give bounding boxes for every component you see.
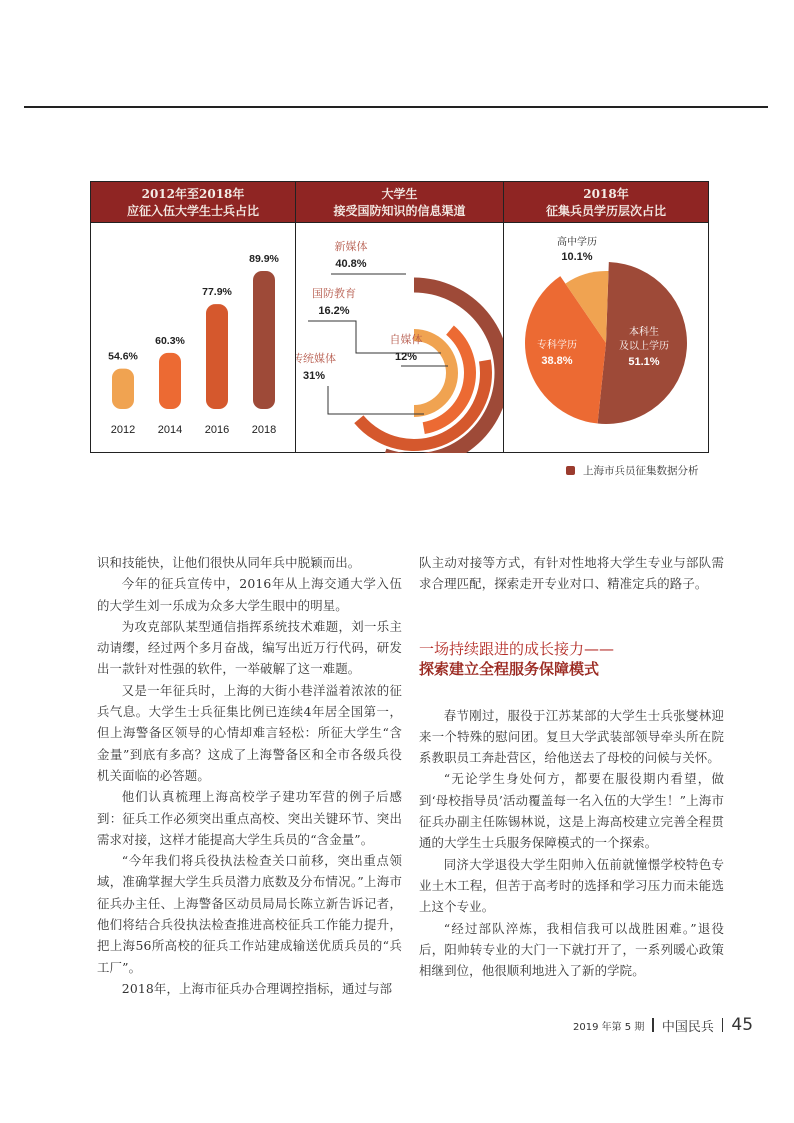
legend-swatch-icon <box>566 466 575 475</box>
slice-name-label: 本科生 <box>629 327 659 338</box>
issue-label: 2019 年第 5 期 <box>573 1021 645 1033</box>
article-right-column <box>419 552 724 981</box>
series-name-label: 自媒体 <box>389 334 423 346</box>
paragraph: 又是一年征兵时，上海的大街小巷洋溢着浓浓的征兵气息。大学生士兵征集比例已连续4年居全国第一，但上海警备区领导的心情却难言轻松：所征大学生“含金量”到底有多高？这成了上海警备区和全市各级兵役机关面临的必答题。 <box>97 682 402 783</box>
page-number: 45 <box>731 1015 754 1035</box>
panel-title-line1: 2012年至2018年 <box>141 187 245 201</box>
legend-label: 上海市兵员征集数据分析 <box>583 465 699 477</box>
bar-value-label: 89.9% <box>249 253 279 265</box>
paragraph: 他们认真梳理上海高校学子建功军营的例子后感到：征兵工作必须突出重点高校、突出关键环节、突出需求对接，这样才能提高大学生兵员的“含金量”。 <box>97 789 402 847</box>
series-name-label: 传统媒体 <box>296 353 336 365</box>
paragraph: “今年我们将兵役执法检查关口前移，突出重点领域，准确掌握大学生兵员潜力底数及分布情况。”上海市征兵办主任、上海警备区动员局局长陈立新告诉记者，他们将结合兵役执法检查推进高校征兵工作能力提升，把上海56所高校的征兵工作站建成输送优质兵员的“兵工厂”。 <box>97 853 402 975</box>
panel-education-levels <box>504 182 708 452</box>
panel-info-channels <box>296 182 504 452</box>
bar-2012 <box>112 369 134 409</box>
panel-title-line2: 应征入伍大学生士兵占比 <box>126 204 259 218</box>
paragraph: 今年的征兵宣传中，2016年从上海交通大学入伍的大学生刘一乐成为众多大学生眼中的明星。 <box>97 576 402 613</box>
slice-name-label: 高中学历 <box>557 237 597 248</box>
x-tick-label: 2016 <box>204 424 230 436</box>
series-name-label: 新媒体 <box>334 241 368 253</box>
radial-bar-chart <box>296 223 503 453</box>
infographic-frame <box>90 181 709 453</box>
x-tick-label: 2018 <box>251 424 277 436</box>
panel-header <box>504 182 708 223</box>
header-rule <box>24 106 768 108</box>
paragraph: 队主动对接等方式，有针对性地将大学生专业与部队需求合理匹配，探索走开专业对口、精准定兵的路子。 <box>419 555 724 592</box>
slice-name-label: 及以上学历 <box>619 341 669 352</box>
series-name-label: 国防教育 <box>312 288 356 300</box>
paragraph: 为攻克部队某型通信指挥系统技术难题，刘一乐主动请缨，经过两个多月奋战，编写出近万行代码，研发出一款针对性强的软件，一举破解了这一难题。 <box>97 618 402 677</box>
paragraph: “无论学生身处何方，都要在服役期内看望，做到‘母校指导员’活动覆盖每一名入伍的大学生！”上海市征兵办副主任陈锡林说，这是上海高校建立完善全程贯通的大学生士兵服务保障模式的一个探索。 <box>419 771 724 851</box>
paragraph: 春节刚过，服役于江苏某部的大学生士兵张燮林迎来一个特殊的慰问团。复旦大学武装部领导牵头所在院系教职员工奔赴营区，给他送去了母校的问候与关怀。 <box>419 707 724 766</box>
page-footer <box>573 1015 753 1035</box>
bar-value-label: 77.9% <box>202 286 232 299</box>
bar-value-label: 54.6% <box>108 350 138 363</box>
panel-header <box>91 182 295 223</box>
bar-chart <box>91 223 295 453</box>
bar-2018 <box>253 271 275 409</box>
slice-value-label: 10.1% <box>561 251 593 263</box>
series-value-label: 40.8% <box>335 258 367 270</box>
bar-value-label: 60.3% <box>155 334 185 347</box>
panel-title-line1: 大学生 <box>381 187 418 201</box>
magazine-name: 中国民兵 <box>661 1019 714 1035</box>
paragraph: 2018年，上海市征兵办合理调控指标，通过与部 <box>121 980 393 996</box>
section-subheading-line2: 探索建立全程服务保障模式 <box>419 659 600 678</box>
paragraph: “经过部队淬炼，我相信我可以战胜困难。”退役后，阳帅转专业的大门一下就打开了，一系列暖心政策相继到位，他很顺利地进入了新的学院。 <box>419 920 724 979</box>
series-value-label: 31% <box>302 370 326 382</box>
bar-2016 <box>206 304 228 409</box>
x-tick-label: 2014 <box>157 424 183 436</box>
slice-value-label: 38.8% <box>541 355 573 367</box>
panel-title-line2: 征集兵员学历层次占比 <box>545 204 666 218</box>
leader-line <box>328 386 424 414</box>
panel-title-line2: 接受国防知识的信息渠道 <box>333 204 466 218</box>
panel-enlistment-ratio <box>91 182 296 452</box>
bar-2014 <box>159 353 181 409</box>
footer-divider <box>722 1018 724 1032</box>
panel-header <box>296 182 503 223</box>
section-subheading-line1: 一场持续跟进的成长接力—— <box>419 639 615 658</box>
x-tick-label: 2012 <box>110 424 136 436</box>
chart-legend <box>566 463 699 478</box>
panel-title-line1: 2018年 <box>583 187 629 201</box>
article-left-column <box>97 552 402 999</box>
paragraph: 识和技能快，让他们很快从同年兵中脱颖而出。 <box>97 555 361 570</box>
series-value-label: 16.2% <box>318 305 350 317</box>
slice-value-label: 51.1% <box>628 356 660 368</box>
footer-divider <box>652 1018 654 1032</box>
paragraph: 同济大学退役大学生阳帅入伍前就憧憬学校特色专业土木工程，但苦于高考时的选择和学习压力而未能选上这个专业。 <box>419 856 724 915</box>
slice-name-label: 专科学历 <box>537 340 577 351</box>
series-value-label: 12% <box>394 351 418 363</box>
pie-chart <box>504 223 708 453</box>
